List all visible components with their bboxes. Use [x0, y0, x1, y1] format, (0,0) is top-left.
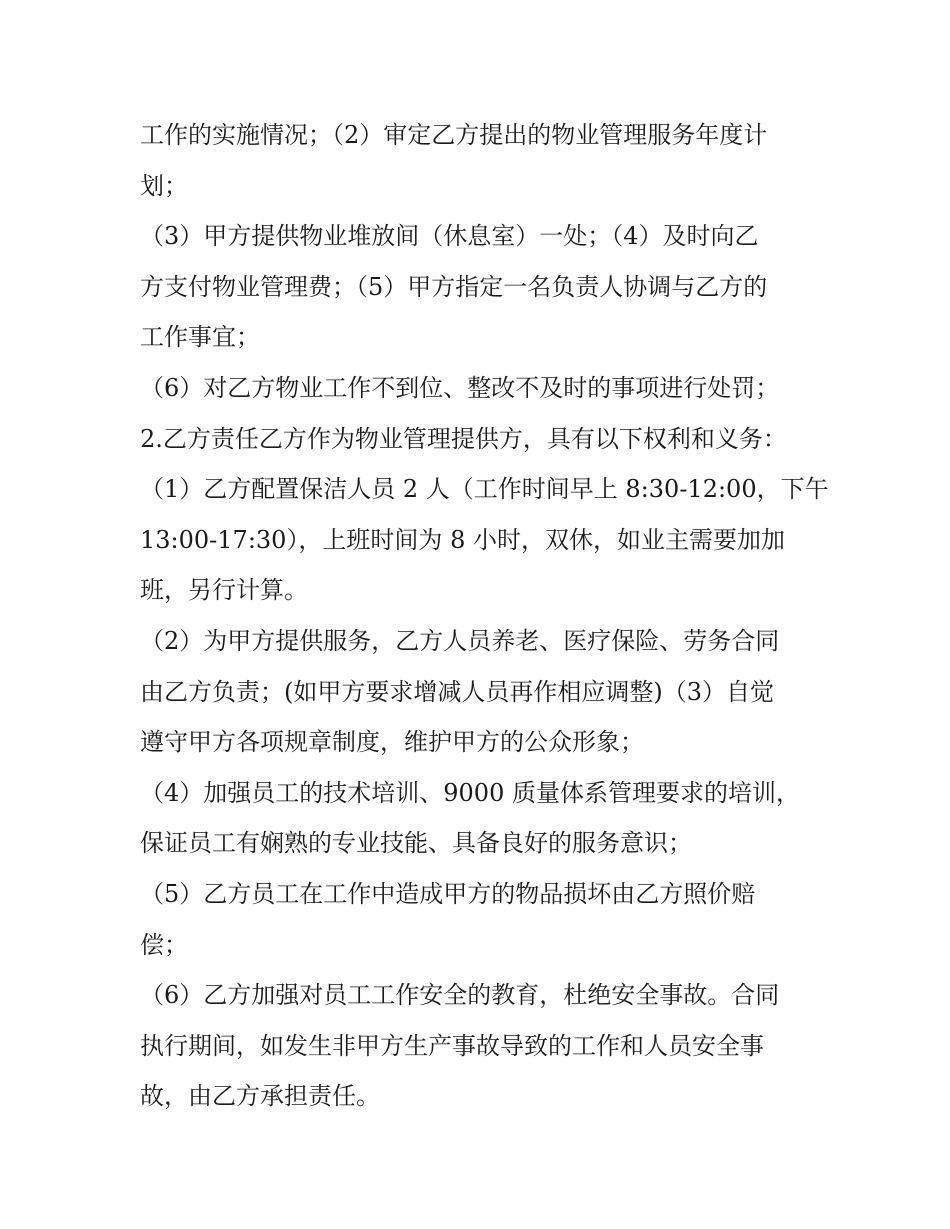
text-line: 遵守甲方各项规章制度，维护甲方的公众形象；	[140, 728, 644, 757]
text-line: （4）加强员工的技术培训、9000 质量体系管理要求的培训，	[140, 778, 800, 807]
text-line: 划；	[140, 171, 188, 200]
text-line: 方支付物业管理费；（5）甲方指定一名负责人协调与乙方的	[140, 272, 768, 301]
text-line: 执行期间，如发生非甲方生产事故导致的工作和人员安全事	[140, 1031, 764, 1060]
text-line: （5）乙方员工在工作中造成甲方的物品损坏由乙方照价赔	[140, 879, 756, 908]
text-line: 保证员工有娴熟的专业技能、具备良好的服务意识；	[140, 829, 692, 858]
text-line: （2）为甲方提供服务，乙方人员养老、医疗保险、劳务合同	[140, 626, 780, 655]
text-line: 偿；	[140, 930, 188, 959]
text-line: 工作事宜；	[140, 323, 260, 352]
text-line: （1）乙方配置保洁人员 2 人（工作时间早上 8:30-12:00，下午	[140, 475, 829, 504]
text-line: （6）对乙方物业工作不到位、整改不及时的事项进行处罚；	[140, 373, 780, 402]
text-line: 故，由乙方承担责任。	[140, 1082, 380, 1111]
text-line: 由乙方负责；(如甲方要求增减人员再作相应调整)（3）自觉	[140, 677, 774, 706]
text-line: 班，另行计算。	[140, 576, 308, 605]
text-line: （3）甲方提供物业堆放间（休息室）一处；（4）及时向乙	[140, 222, 759, 251]
document-body	[140, 110, 829, 1122]
text-line: （6）乙方加强对员工工作安全的教育，杜绝安全事故。合同	[140, 981, 780, 1010]
text-line: 13:00-17:30），上班时间为 8 小时，双休，如业主需要加加	[140, 525, 785, 554]
text-line: 工作的实施情况；（2）审定乙方提出的物业管理服务年度计	[140, 121, 768, 149]
text-line: 2.乙方责任乙方作为物业管理提供方，具有以下权利和义务：	[140, 424, 787, 453]
